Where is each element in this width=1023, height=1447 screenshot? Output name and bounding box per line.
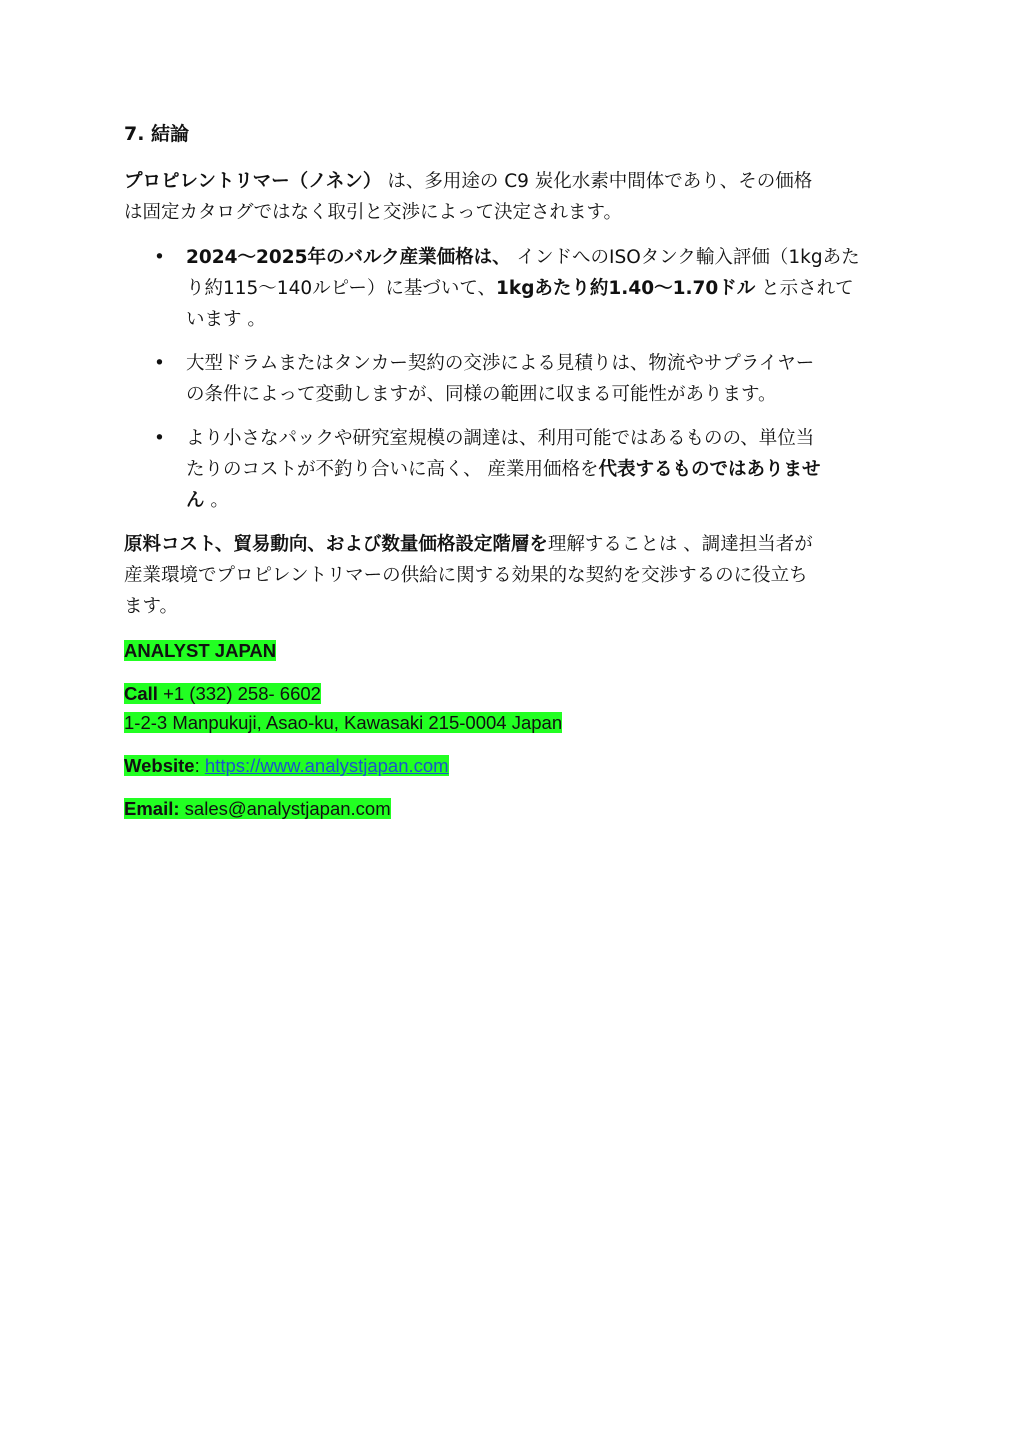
phone-number[interactable]: +1 (332) 258- 6602	[157, 683, 321, 704]
bullet-3-bold-a: 代表するものではありませ	[598, 459, 821, 480]
conclusion-bullet-list	[124, 242, 904, 516]
bullet-1-bold-a: 2024〜2025年のバルク産業価格は、	[186, 247, 511, 268]
contact-section	[124, 636, 904, 823]
email-address[interactable]: sales@analystjapan.com	[179, 798, 391, 819]
intro-paragraph	[124, 166, 904, 228]
list-item	[154, 423, 904, 516]
bullet-2-text-b: の条件によって変動しますが、同様の範囲に収まる可能性があります。	[186, 384, 777, 405]
section-heading: 7. 結論	[124, 123, 190, 145]
address: 1-2-3 Manpukuji, Asao-ku, Kawasaki 215-0004 Japan	[124, 712, 563, 733]
intro-text-line2: は固定カタログではなく取引と交渉によって決定されます。	[124, 202, 623, 223]
bullet-1-text-d: います 。	[186, 309, 266, 330]
intro-term: プロピレントリマー（ノネン）	[124, 171, 382, 192]
email-label: Email:	[124, 798, 180, 819]
list-item	[154, 242, 904, 335]
bullet-icon: •	[154, 353, 165, 374]
bullet-1-text-c: と示されて	[755, 278, 854, 299]
intro-text-line1: は、多用途の C9 炭化水素中間体であり、その価格	[381, 171, 813, 192]
phone-line	[124, 683, 321, 704]
website-separator: :	[194, 755, 205, 776]
bullet-icon: •	[154, 247, 165, 268]
document-page	[124, 120, 904, 837]
website-line	[124, 755, 449, 776]
website-label: Website	[124, 755, 195, 776]
call-label: Call	[124, 683, 158, 704]
company-name: ANALYST JAPAN	[124, 640, 277, 661]
website-link[interactable]: https://www.analystjapan.com	[204, 755, 449, 776]
bullet-3-bold-b: ん	[186, 490, 205, 511]
closing-bold: 原料コスト、貿易動向、および数量価格設定階層を	[124, 534, 548, 555]
bullet-3-text-a: より小さなパックや研究室規模の調達は、利用可能ではあるものの、単位当	[186, 428, 815, 449]
bullet-3-text-b: たりのコストが不釣り合いに高く、 産業用価格を	[186, 459, 599, 480]
closing-text-b: 産業環境でプロピレントリマーの供給に関する効果的な契約を交渉するのに役立ち	[124, 565, 808, 586]
closing-text-a: 理解することは 、調達担当者が	[547, 534, 813, 555]
bullet-1-text-b: り約115〜140ルピー）に基づいて、	[186, 278, 497, 299]
list-item	[154, 348, 904, 410]
email-line	[124, 798, 391, 819]
closing-paragraph	[124, 529, 904, 622]
bullet-2-text-a: 大型ドラムまたはタンカー契約の交渉による見積りは、物流やサプライヤー	[186, 353, 815, 374]
bullet-1-bold-b: 1kgあたり約1.40〜1.70ドル	[496, 278, 756, 299]
bullet-1-text-a: インドへのISOタンク輸入評価（1kgあた	[510, 247, 860, 268]
bullet-3-text-c: 。	[204, 490, 229, 511]
bullet-icon: •	[154, 428, 165, 449]
closing-text-c: ます。	[124, 596, 179, 617]
